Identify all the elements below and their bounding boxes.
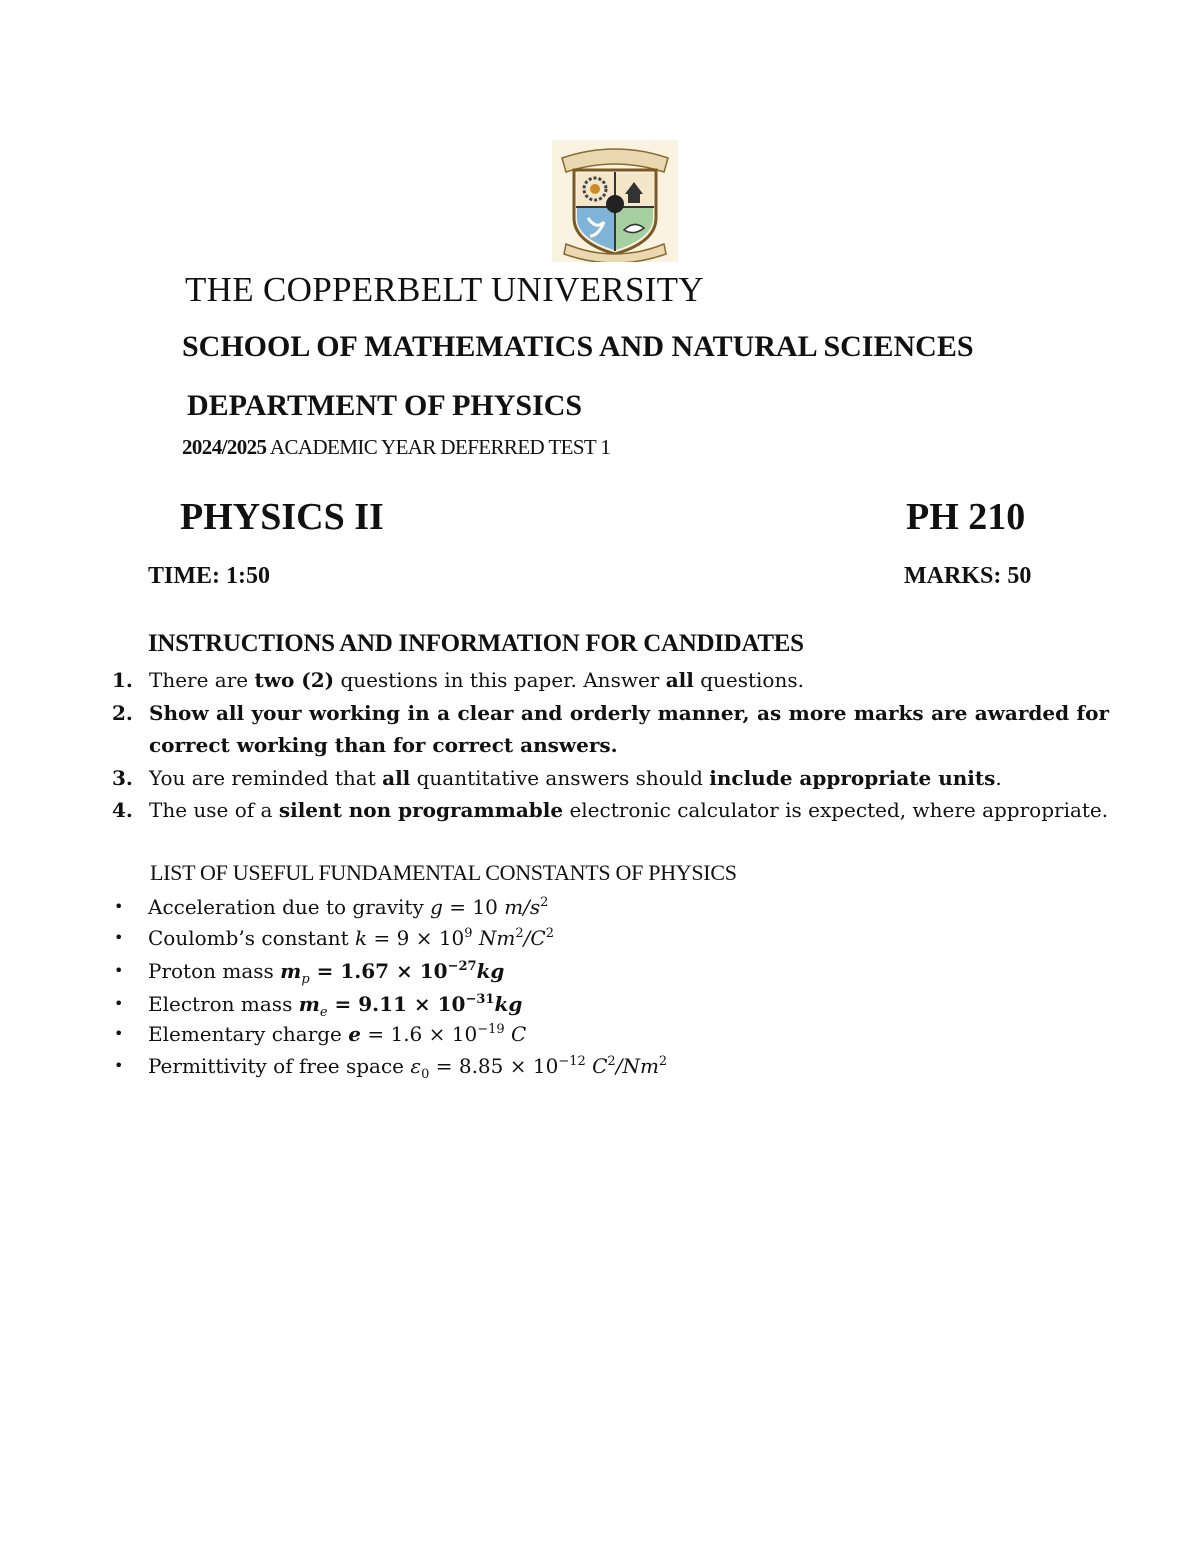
- total-marks: MARKS: 50: [904, 563, 1032, 589]
- time-allowed: TIME: 1:50: [148, 563, 270, 589]
- test-title-text: ACADEMIC YEAR DEFERRED TEST 1: [266, 435, 611, 459]
- constant-exponent: 9: [464, 926, 473, 941]
- instruction-emphasis: include appropriate units: [709, 766, 996, 790]
- constant-unit: /Nm: [615, 1054, 659, 1078]
- constant-unit: m/s: [504, 895, 541, 919]
- bullet-icon: •: [114, 961, 124, 980]
- constant-exponent: −27: [447, 959, 477, 974]
- course-name: PHYSICS II: [180, 496, 384, 538]
- constant-exponent: −19: [477, 1022, 505, 1037]
- constant-unit-exponent: 2: [540, 895, 549, 910]
- instruction-text: There are: [149, 668, 255, 692]
- constant-unit-exponent: 2: [607, 1054, 616, 1069]
- constant-symbol-subscript: p: [301, 972, 310, 987]
- university-crest-logo: [552, 140, 678, 262]
- constant-label: Coulomb’s constant: [148, 926, 356, 950]
- constant-value: = 9.11 × 10: [327, 992, 466, 1016]
- constant-exponent: −31: [465, 992, 495, 1007]
- bullet-icon: •: [114, 897, 124, 916]
- constant-symbol: g: [430, 895, 443, 919]
- bullet-icon: •: [114, 1056, 124, 1075]
- crest-shield-icon: [552, 140, 678, 262]
- bullet-icon: •: [114, 994, 124, 1013]
- constant-unit-exponent: 2: [545, 926, 554, 941]
- constant-value: = 10: [442, 895, 505, 919]
- constant-label: Elementary charge: [148, 1022, 349, 1046]
- constant-unit: /C: [523, 926, 546, 950]
- constant-exponent: −12: [558, 1054, 586, 1069]
- constant-unit-exponent: 2: [515, 926, 524, 941]
- constant-symbol-subscript: 0: [421, 1067, 430, 1082]
- constant-symbol: ε: [410, 1054, 422, 1078]
- instruction-text: The use of a: [149, 798, 279, 822]
- constant-value: = 9 × 10: [367, 926, 465, 950]
- constant-unit: kg: [476, 959, 505, 983]
- instruction-emphasis: two (2): [254, 668, 335, 692]
- course-code: PH 210: [906, 496, 1026, 538]
- instruction-text: You are reminded that: [149, 766, 383, 790]
- constant-label: Acceleration due to gravity: [148, 895, 431, 919]
- constant-symbol: e: [348, 1022, 361, 1046]
- school-name: SCHOOL OF MATHEMATICS AND NATURAL SCIENCES: [182, 330, 974, 363]
- instruction-number: 2.: [112, 701, 133, 725]
- constant-unit-exponent: 2: [658, 1054, 668, 1069]
- instruction-emphasis: all: [382, 766, 411, 790]
- instruction-text: questions in this paper. Answer: [334, 668, 666, 692]
- instruction-emphasis: silent non programmable: [278, 798, 564, 822]
- constant-unit: kg: [494, 992, 523, 1016]
- constant-label: Electron mass: [148, 992, 299, 1016]
- constant-value: = 1.6 × 10: [361, 1022, 478, 1046]
- instruction-text: Show all your working in a clear and orderly manner, as more marks are awarded for correct working than for correct answers.: [149, 701, 1109, 757]
- constant-symbol: m: [298, 992, 320, 1016]
- instructions-heading: INSTRUCTIONS AND INFORMATION FOR CANDIDATES: [148, 630, 804, 657]
- instruction-text: .: [995, 766, 1002, 790]
- instruction-number: 1.: [112, 668, 133, 692]
- instruction-text: electronic calculator is expected, where appropriate.: [563, 798, 1109, 822]
- constant-symbol: k: [355, 926, 368, 950]
- instruction-text: quantitative answers should: [410, 766, 710, 790]
- university-name: THE COPPERBELT UNIVERSITY: [185, 270, 704, 309]
- department-name: DEPARTMENT OF PHYSICS: [187, 389, 583, 422]
- constant-symbol-subscript: e: [319, 1005, 328, 1020]
- constant-unit: C: [504, 1022, 527, 1046]
- constant-unit: C: [585, 1054, 608, 1078]
- bullet-icon: •: [114, 1024, 124, 1043]
- test-year: 2024/2025: [182, 435, 267, 459]
- constant-value: = 1.67 × 10: [309, 959, 448, 983]
- constants-heading: LIST OF USEFUL FUNDAMENTAL CONSTANTS OF PHYSICS: [150, 860, 737, 885]
- constant-label: Proton mass: [148, 959, 281, 983]
- instruction-text: questions.: [693, 668, 804, 692]
- instruction-number: 3.: [112, 766, 133, 790]
- constant-value: = 8.85 × 10: [429, 1054, 559, 1078]
- constant-label: Permittivity of free space: [148, 1054, 411, 1078]
- instruction-number: 4.: [112, 798, 133, 822]
- constant-symbol: m: [280, 959, 302, 983]
- constant-unit: Nm: [472, 926, 516, 950]
- bullet-icon: •: [114, 928, 124, 947]
- test-title: [182, 435, 610, 460]
- instruction-emphasis: all: [665, 668, 694, 692]
